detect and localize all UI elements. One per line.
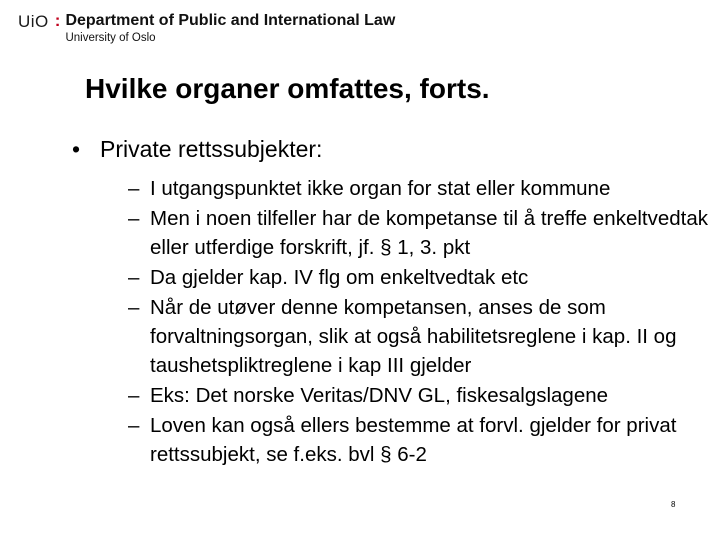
sub-bullet-item: [128, 293, 712, 380]
bullet-marker: •: [72, 136, 81, 162]
sub-bullet-text: Når de utøver denne kompetansen, anses de som forvaltningsorgan, slik at også habilitetsreglene i kap. II og taushetspliktreglene i kap III gjelder: [150, 296, 677, 377]
header-text: [65, 12, 395, 45]
sub-bullet-text: I utgangspunktet ikke organ for stat eller kommune: [150, 177, 611, 200]
slide-content: [72, 134, 712, 470]
bullet-item: [72, 134, 712, 164]
dash-marker: –: [128, 296, 140, 319]
department-name: Department of Public and International Law: [65, 12, 396, 29]
sub-bullet-item: [128, 204, 712, 262]
page-number: 8: [671, 500, 676, 509]
sub-bullet-text: Da gjelder kap. IV flg om enkeltvedtak etc: [150, 266, 529, 289]
header: [18, 8, 395, 44]
uio-logo: UiO: [18, 12, 49, 31]
sub-bullet-text: Eks: Det norske Veritas/DNV GL, fiskesalgslagene: [150, 384, 609, 407]
dash-marker: –: [128, 207, 140, 230]
sub-bullet-item: [128, 381, 712, 410]
slide-title: Hvilke organer omfattes, forts.: [85, 73, 490, 104]
dash-marker: –: [128, 384, 140, 407]
dash-marker: –: [128, 266, 140, 289]
sub-bullet-item: [128, 263, 712, 292]
sub-bullet-text: Men i noen tilfeller har de kompetanse til å treffe enkeltvedtak eller utferdige forskrift, jf. § 1, 3. pkt: [150, 207, 708, 259]
bullet-text: Private rettssubjekter:: [100, 136, 323, 162]
sub-bullet-list: [72, 174, 712, 469]
logo-separator: :: [54, 11, 61, 30]
sub-bullet-item: [128, 411, 712, 469]
dash-marker: –: [128, 414, 140, 437]
sub-bullet-item: [128, 174, 712, 203]
university-name: University of Oslo: [65, 32, 156, 44]
dash-marker: –: [128, 177, 140, 200]
sub-bullet-text: Loven kan også ellers bestemme at forvl. gjelder for privat rettssubjekt, se f.eks. bvl § 6-2: [150, 414, 677, 466]
